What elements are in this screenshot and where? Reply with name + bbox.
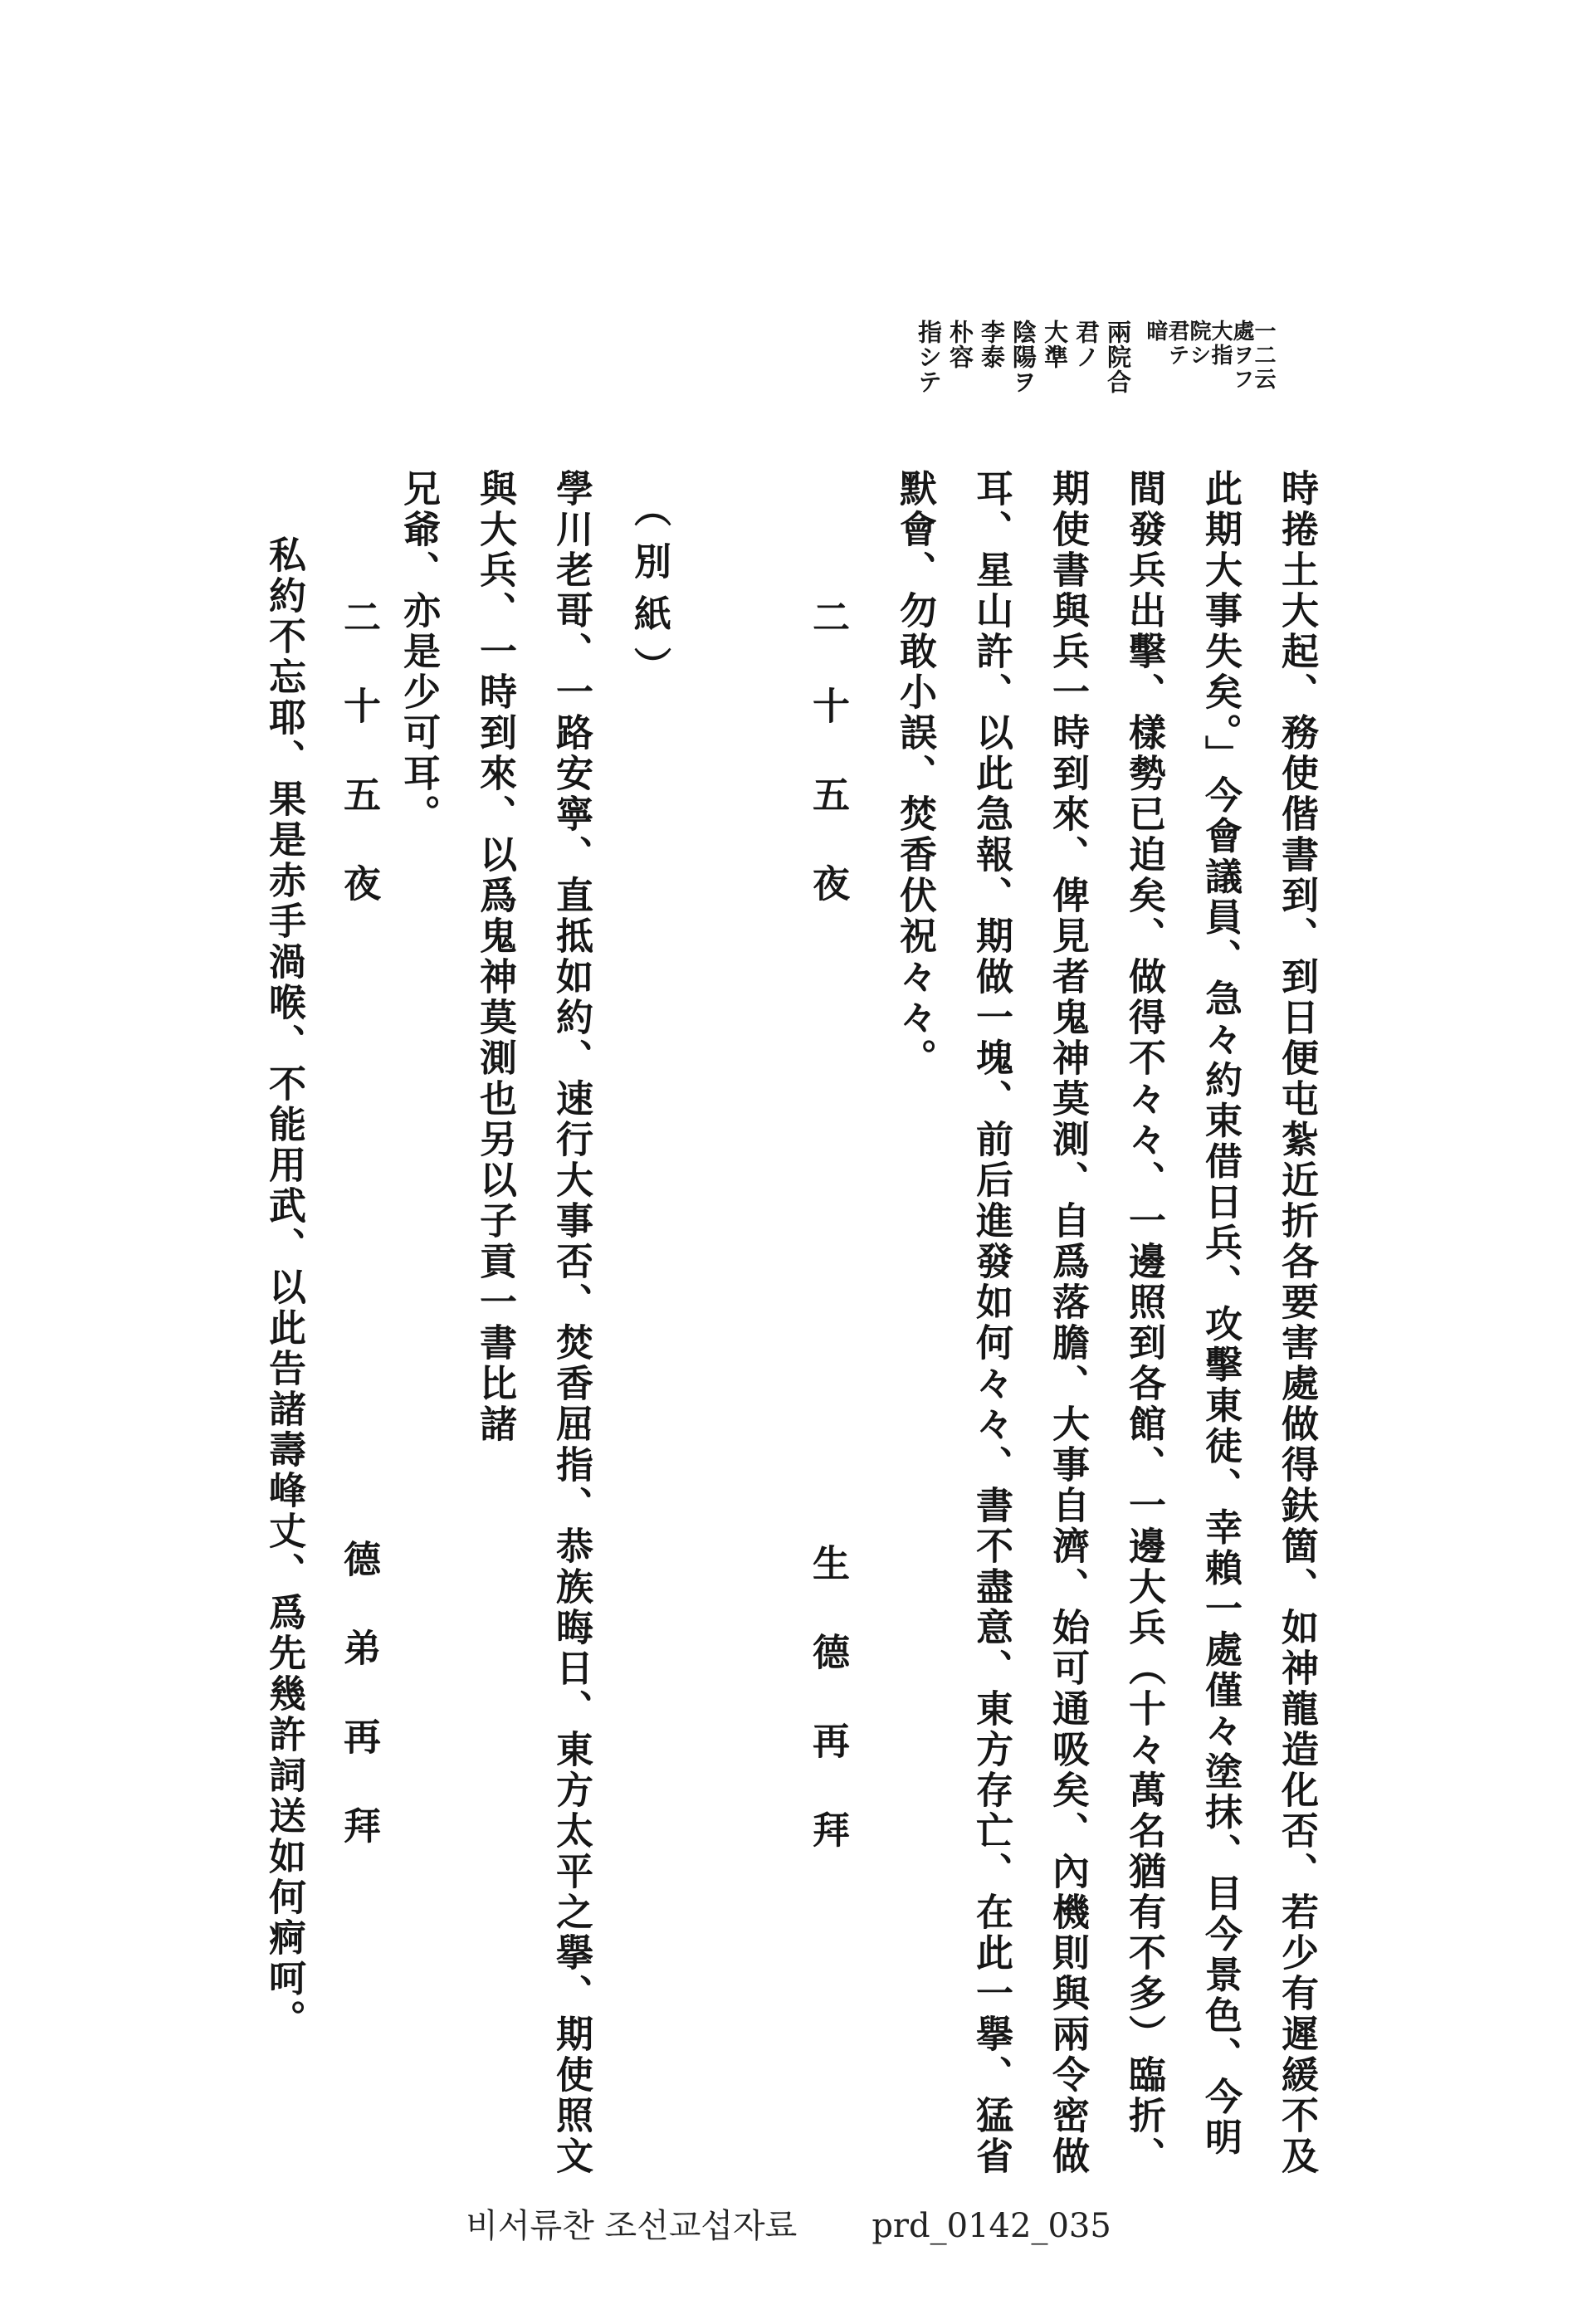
separate-sheet-column-1: 學川老哥、一路安寧、直抵如約、速行大事否、焚香屈指、恭族晦日、東方太平之擧、期使照文: [549, 469, 593, 2177]
margin-annotation-2c: 大準: [1041, 320, 1069, 369]
page-footer: [0, 2200, 1577, 2247]
margin-annotation-1: 一二云 處ヲフ 大指 院シ 君テ 暗: [1143, 320, 1276, 392]
margin-annotation-3c: 指シテ: [915, 320, 943, 394]
separate-sheet-column-3: 兄爺、亦是少可耳。: [397, 469, 441, 835]
body-column-4: 期使書與兵一時到來、俾見者鬼神莫測、自爲落膽、大事自濟、始可通吸矣、內機則與兩令密做: [1046, 469, 1090, 2177]
first-closing-signature: 生德再拜: [806, 1544, 850, 1899]
body-column-3: 間發兵出擊、樣勢已迫矣、做得不々々、一邊照到各館、一邊大兵（十々萬名猶有不多）臨折、: [1122, 469, 1166, 2177]
footer-code: prd_0142_035: [872, 2207, 1111, 2245]
body-column-1: 時捲土大起、務使偕書到、到日便屯紮近折各要害處做得鈇箇、如神龍造化否、若少有遲緩不及: [1275, 469, 1319, 2177]
body-column-6: 默會、勿敢小誤、焚香伏祝々々。: [893, 469, 937, 1079]
margin-annotation-3a: 李泰: [978, 320, 1006, 369]
margin-annotation-2b: 君ノ: [1072, 320, 1101, 369]
separate-sheet-label: （別紙）: [627, 490, 671, 699]
first-closing-date: 二十五夜: [806, 598, 850, 953]
margin-annotation-2a: 兩院合: [1104, 320, 1132, 394]
body-column-5: 耳、星山許、以此急報、期做一塊、前后進發如何々々、書不盡意、東方存亡、在此一擧、猛省: [969, 469, 1013, 2177]
separate-sheet-column-2: 與大兵、一時到來、以爲鬼神莫測也另以子貢一書比諸: [473, 469, 517, 1445]
margin-annotation-2d: 陰陽ヲ: [1009, 320, 1038, 394]
separate-sheet-date: 二十五夜: [337, 598, 381, 953]
footer-collection: 비서류찬 조선교섭자료: [466, 2207, 798, 2245]
body-column-2: 此期大事失矣。」今會議員、急々約束借日兵、攻擊東徒、幸賴一處僅々塗抹、目今景色、今明: [1199, 469, 1243, 2159]
separate-sheet-postscript: 私約不忘耶、果是赤手渦喉、不能用武、以此告諸壽峰丈、爲先幾許詞送如何痾呵。: [262, 535, 306, 2040]
margin-annotation-3b: 朴容: [946, 320, 974, 369]
separate-sheet-signature: 德弟再拜: [337, 1540, 381, 1895]
